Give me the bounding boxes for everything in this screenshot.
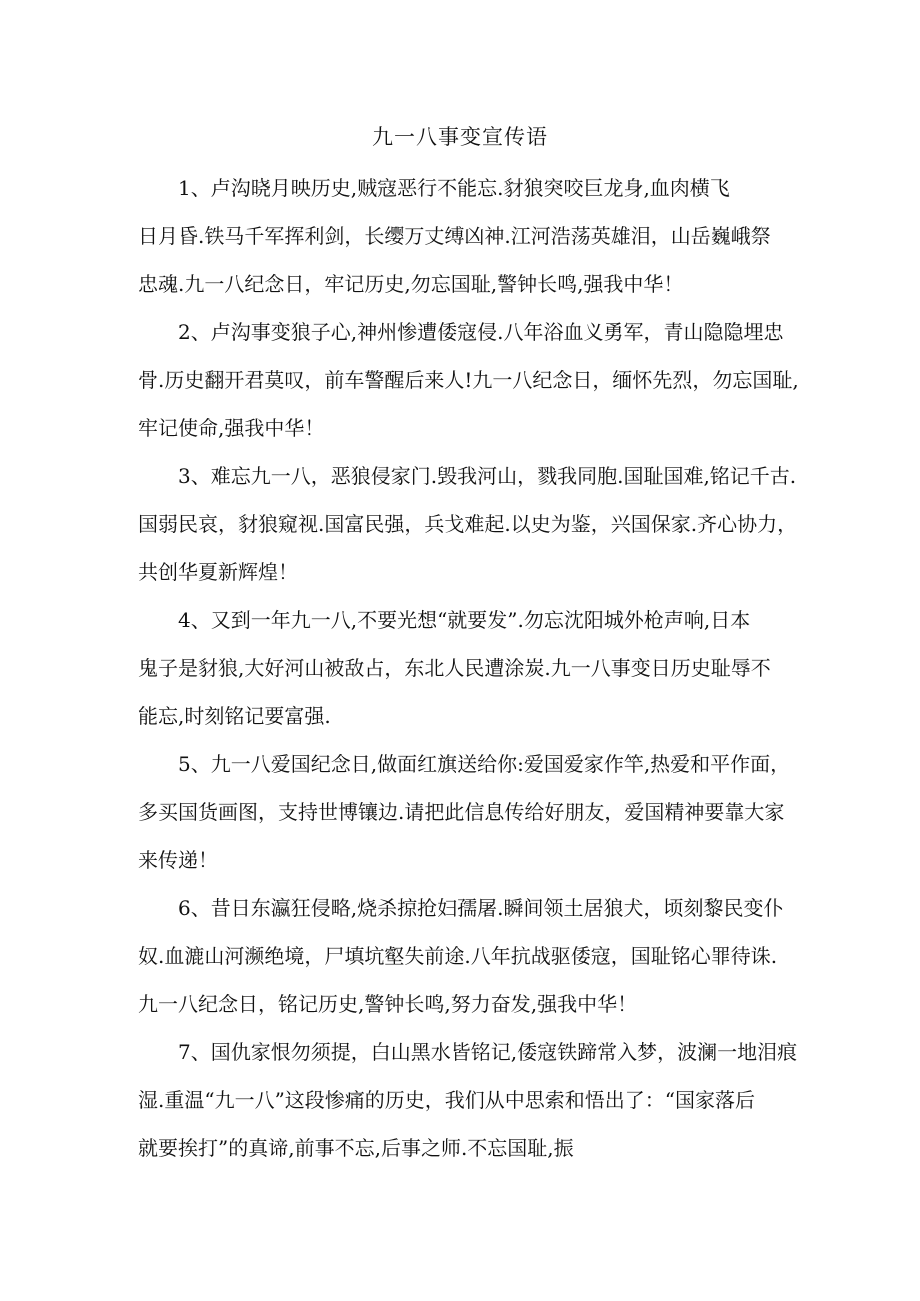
paragraph-6-line-3: 九一八纪念日，铭记历史,警钟长鸣,努力奋发,强我中华！ bbox=[138, 992, 638, 1016]
paragraph-3-line-2: 国弱民哀，豺狼窥视.国富民强，兵戈难起.以史为鉴，兴国保家.齐心协力， bbox=[138, 512, 798, 536]
paragraph-4-line-2: 鬼子是豺狼,大好河山被敌占，东北人民遭涂炭.九一八事变日历史耻辱不 bbox=[138, 656, 771, 680]
paragraph-2-line-3: 牢记使命,强我中华！ bbox=[138, 416, 325, 440]
paragraph-7-line-3: 就要挨打”的真谛,前事不忘,后事之师.不忘国耻,振 bbox=[138, 1136, 574, 1160]
paragraph-3-line-3: 共创华夏新辉煌！ bbox=[138, 560, 298, 584]
paragraph-3-line-1: 3、难忘九一八，恶狼侵家门.毁我河山，戮我同胞.国耻国难,铭记千古. bbox=[178, 464, 797, 488]
paragraph-1-line-3: 忠魂.九一八纪念日，牢记历史,勿忘国耻,警钟长鸣,强我中华！ bbox=[138, 272, 684, 296]
paragraph-7-line-2: 湿.重温“九一八”这段惨痛的历史，我们从中思索和悟出了：“国家落后 bbox=[138, 1088, 756, 1112]
paragraph-1-line-2: 日月昏.铁马千军挥利剑，长缨万丈缚凶神.江河浩荡英雄泪，山岳巍峨祭 bbox=[138, 224, 771, 248]
paragraph-5-line-3: 来传递！ bbox=[138, 848, 218, 872]
paragraph-5-line-2: 多买国货画图，支持世博镶边.请把此信息传给好朋友，爱国精神要靠大家 bbox=[138, 800, 785, 824]
paragraph-4-line-3: 能忘,时刻铭记要富强. bbox=[138, 704, 331, 728]
paragraph-7-line-1: 7、国仇家恨勿须提，白山黑水皆铭记,倭寇铁蹄常入梦，波澜一地泪痕 bbox=[178, 1040, 798, 1064]
paragraph-5-line-1: 5、九一八爱国纪念日,做面红旗送给你:爱国爱家作竿,热爱和平作面， bbox=[178, 752, 791, 776]
page-title: 九一八事变宣传语 bbox=[372, 125, 548, 149]
paragraph-2-line-2: 骨.历史翻开君莫叹，前车警醒后来人!九一八纪念日，缅怀先烈，勿忘国耻, bbox=[138, 368, 799, 392]
paragraph-2-line-1: 2、卢沟事变狼子心,神州惨遭倭寇侵.八年浴血义勇军，青山隐隐埋忠 bbox=[178, 320, 784, 344]
paragraph-1-line-1: 1、卢沟晓月映历史,贼寇恶行不能忘.豺狼突咬巨龙身,血肉横飞 bbox=[178, 176, 730, 200]
paragraph-4-line-1: 4、又到一年九一八,不要光想“就要发”.勿忘沈阳城外枪声响,日本 bbox=[178, 608, 751, 632]
paragraph-6-line-2: 奴.血漉山河濒绝境，尸填坑壑失前途.八年抗战驱倭寇，国耻铭心罪待诛. bbox=[138, 944, 778, 968]
paragraph-6-line-1: 6、昔日东瀛狂侵略,烧杀掠抢妇孺屠.瞬间领土居狼犬，顷刻黎民变仆 bbox=[178, 896, 784, 920]
